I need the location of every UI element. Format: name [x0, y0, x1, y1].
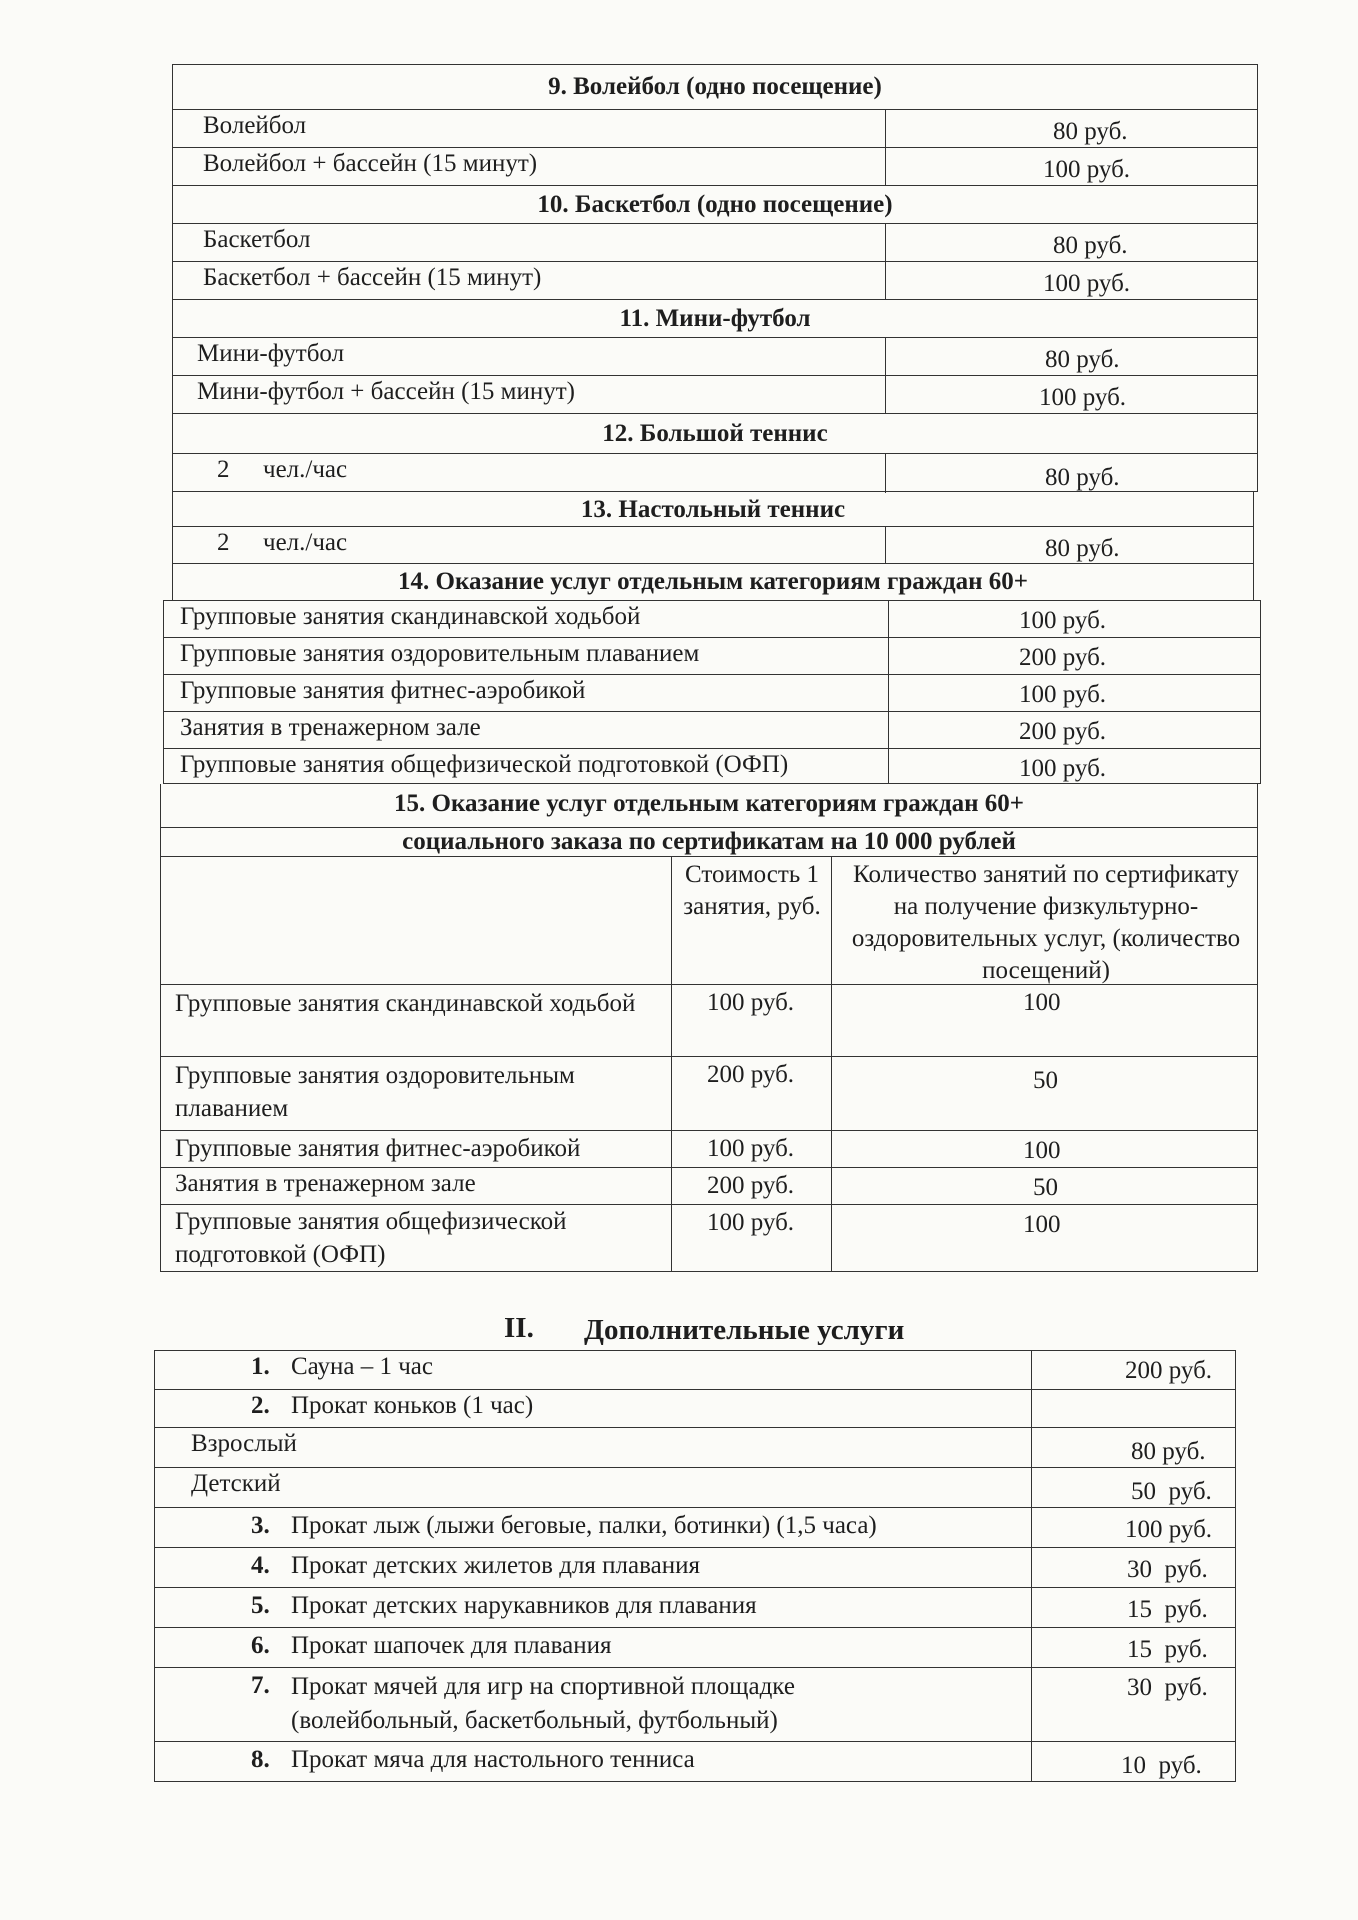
service-price: 100 руб. — [1043, 270, 1131, 297]
part-2-numeral: II. — [504, 1312, 534, 1344]
service-label: Прокат лыж (лыжи беговые, палки, ботинки) (1,5 часа) — [291, 1512, 877, 1539]
service-price: 100 руб. — [1019, 607, 1107, 634]
services-table-13 — [172, 492, 1254, 564]
service-label: Групповые занятия общефизической подготовкой (ОФП) — [180, 751, 789, 778]
row-number: 4. — [251, 1552, 270, 1579]
service-label: Детский — [191, 1470, 281, 1497]
service-count: 100 — [1023, 989, 1061, 1016]
table-row — [155, 1741, 1235, 1783]
service-price: 100 руб. — [1019, 681, 1107, 708]
service-label: Прокат детских жилетов для плавания — [291, 1552, 700, 1579]
service-label: Прокат коньков (1 час) — [291, 1392, 534, 1419]
row-number: 7. — [251, 1672, 270, 1699]
table-row — [173, 223, 1257, 261]
service-price: 30 руб. — [1127, 1674, 1208, 1701]
table-row — [173, 109, 1257, 147]
part-2-title: Дополнительные услуги — [584, 1314, 905, 1346]
section-10-header — [173, 185, 1257, 223]
row-number: 1. — [251, 1353, 270, 1380]
table-row — [161, 1204, 1257, 1272]
table-row — [164, 601, 1260, 637]
row-number: 5. — [251, 1592, 270, 1619]
service-label: Групповые занятия фитнес-аэробикой — [175, 1135, 581, 1162]
service-count: 50 — [1033, 1174, 1058, 1201]
row-number: 8. — [251, 1746, 270, 1773]
table-row — [161, 1130, 1257, 1167]
column-header-count: Количество занятий по сертификату на получение физкультурно-оздоровительных услуг, (количество посещений) — [851, 861, 1241, 984]
row-number: 6. — [251, 1632, 270, 1659]
services-table-14 — [163, 600, 1261, 784]
service-price: 100 руб. — [1125, 1516, 1213, 1543]
service-price: 200 руб. — [1019, 644, 1107, 671]
service-price: 80 руб. — [1053, 232, 1128, 259]
table-row — [173, 375, 1257, 413]
section-12-title: 12. Большой теннис — [602, 420, 828, 447]
row-number: 2. — [251, 1392, 270, 1419]
service-label: Групповые занятия оздоровительным плаванием — [180, 640, 700, 667]
service-price: 80 руб. — [1053, 118, 1128, 145]
table-row — [155, 1351, 1235, 1389]
section-9-title: 9. Волейбол (одно посещение) — [548, 73, 882, 100]
table-row — [155, 1627, 1235, 1667]
service-label: Баскетбол + бассейн (15 минут) — [203, 264, 542, 291]
table-row — [173, 526, 1253, 564]
table-row — [161, 1167, 1257, 1204]
service-label: Групповые занятия скандинавской ходьбой — [180, 603, 641, 630]
table-row — [155, 1587, 1235, 1627]
service-price: 200 руб. — [1019, 718, 1107, 745]
table-row — [173, 337, 1257, 375]
service-count: 100 — [1023, 1211, 1061, 1238]
service-price: 80 руб. — [1045, 535, 1120, 562]
table-row — [164, 637, 1260, 674]
service-label: чел./час — [263, 456, 348, 483]
service-price: 80 руб. — [1045, 346, 1120, 373]
service-cost: 100 руб. — [707, 989, 795, 1016]
service-price: 80 руб. — [1131, 1438, 1206, 1465]
table-row — [173, 453, 1257, 493]
section-13-header — [173, 492, 1253, 526]
table-row — [155, 1667, 1235, 1741]
additional-services-table — [154, 1350, 1236, 1782]
section-15-title-line2: социального заказа по сертификатам на 10 000 рублей — [402, 828, 1016, 855]
table-row — [155, 1467, 1235, 1507]
service-cost: 100 руб. — [707, 1209, 795, 1236]
section-12-header — [173, 413, 1257, 453]
table-row — [173, 261, 1257, 299]
service-price: 10 руб. — [1121, 1752, 1202, 1779]
table-row — [164, 711, 1260, 748]
service-count: 50 — [1033, 1067, 1058, 1094]
column-header-cost: Стоимость 1 занятия, руб. — [683, 861, 821, 920]
section-10-title: 10. Баскетбол (одно посещение) — [537, 191, 893, 218]
section-14-title: 14. Оказание услуг отдельным категориям граждан 60+ — [398, 568, 1028, 595]
service-price: 100 руб. — [1039, 384, 1127, 411]
table-row — [173, 147, 1257, 185]
section-9-header — [173, 65, 1257, 109]
service-label: Волейбол — [203, 112, 307, 139]
service-label: Групповые занятия скандинавской ходьбой — [175, 990, 636, 1017]
service-cost: 200 руб. — [707, 1061, 795, 1088]
service-price: 100 руб. — [1043, 156, 1131, 183]
service-label: Прокат мячей для игр на спортивной площадке (волейбольный, баскетбольный, футбольный) — [291, 1673, 795, 1734]
service-label: чел./час — [263, 529, 348, 556]
table-row — [155, 1427, 1235, 1467]
service-price: 80 руб. — [1045, 464, 1120, 491]
service-cost: 100 руб. — [707, 1135, 795, 1162]
service-label: Групповые занятия оздоровительным плаванием — [175, 1062, 575, 1122]
section-11-header — [173, 299, 1257, 337]
service-label: Групповые занятия фитнес-аэробикой — [180, 677, 586, 704]
row-number: 3. — [251, 1512, 270, 1539]
section-14-header — [172, 564, 1254, 600]
table-row — [161, 984, 1257, 1056]
service-price: 15 руб. — [1127, 1636, 1208, 1663]
service-label: Занятия в тренажерном зале — [175, 1170, 476, 1197]
service-label: Прокат детских нарукавников для плавания — [291, 1592, 757, 1619]
service-label: Прокат мяча для настольного тенниса — [291, 1746, 695, 1773]
table-row — [161, 1056, 1257, 1130]
row-number: 2 — [217, 456, 230, 483]
service-label: Сауна – 1 час — [291, 1353, 433, 1380]
service-label: Групповые занятия общефизической подготовкой (ОФП) — [175, 1208, 567, 1268]
service-count: 100 — [1023, 1137, 1061, 1164]
service-label: Занятия в тренажерном зале — [180, 714, 481, 741]
row-number: 2 — [217, 529, 230, 556]
services-table-15 — [160, 784, 1258, 1272]
service-price: 30 руб. — [1127, 1556, 1208, 1583]
service-label: Прокат шапочек для плавания — [291, 1632, 612, 1659]
service-price: 200 руб. — [1125, 1357, 1213, 1384]
table-row — [155, 1507, 1235, 1547]
section-11-title: 11. Мини-футбол — [619, 305, 811, 332]
service-label: Взрослый — [191, 1430, 297, 1457]
service-price: 100 руб. — [1019, 755, 1107, 782]
table-row — [164, 748, 1260, 785]
services-table-9-13 — [172, 64, 1258, 492]
table-row — [155, 1389, 1235, 1427]
service-cost: 200 руб. — [707, 1172, 795, 1199]
section-15-title-line1: 15. Оказание услуг отдельным категориям граждан 60+ — [394, 790, 1024, 817]
section-13-title: 13. Настольный теннис — [580, 496, 846, 523]
service-price: 50 руб. — [1131, 1478, 1212, 1505]
service-label: Баскетбол — [203, 226, 311, 253]
table-row — [164, 674, 1260, 711]
service-label: Мини-футбол + бассейн (15 минут) — [197, 378, 575, 405]
table-row — [155, 1547, 1235, 1587]
service-label: Мини-футбол — [197, 340, 345, 367]
service-label: Волейбол + бассейн (15 минут) — [203, 150, 538, 177]
table-header-row — [161, 856, 1257, 984]
service-price: 15 руб. — [1127, 1596, 1208, 1623]
